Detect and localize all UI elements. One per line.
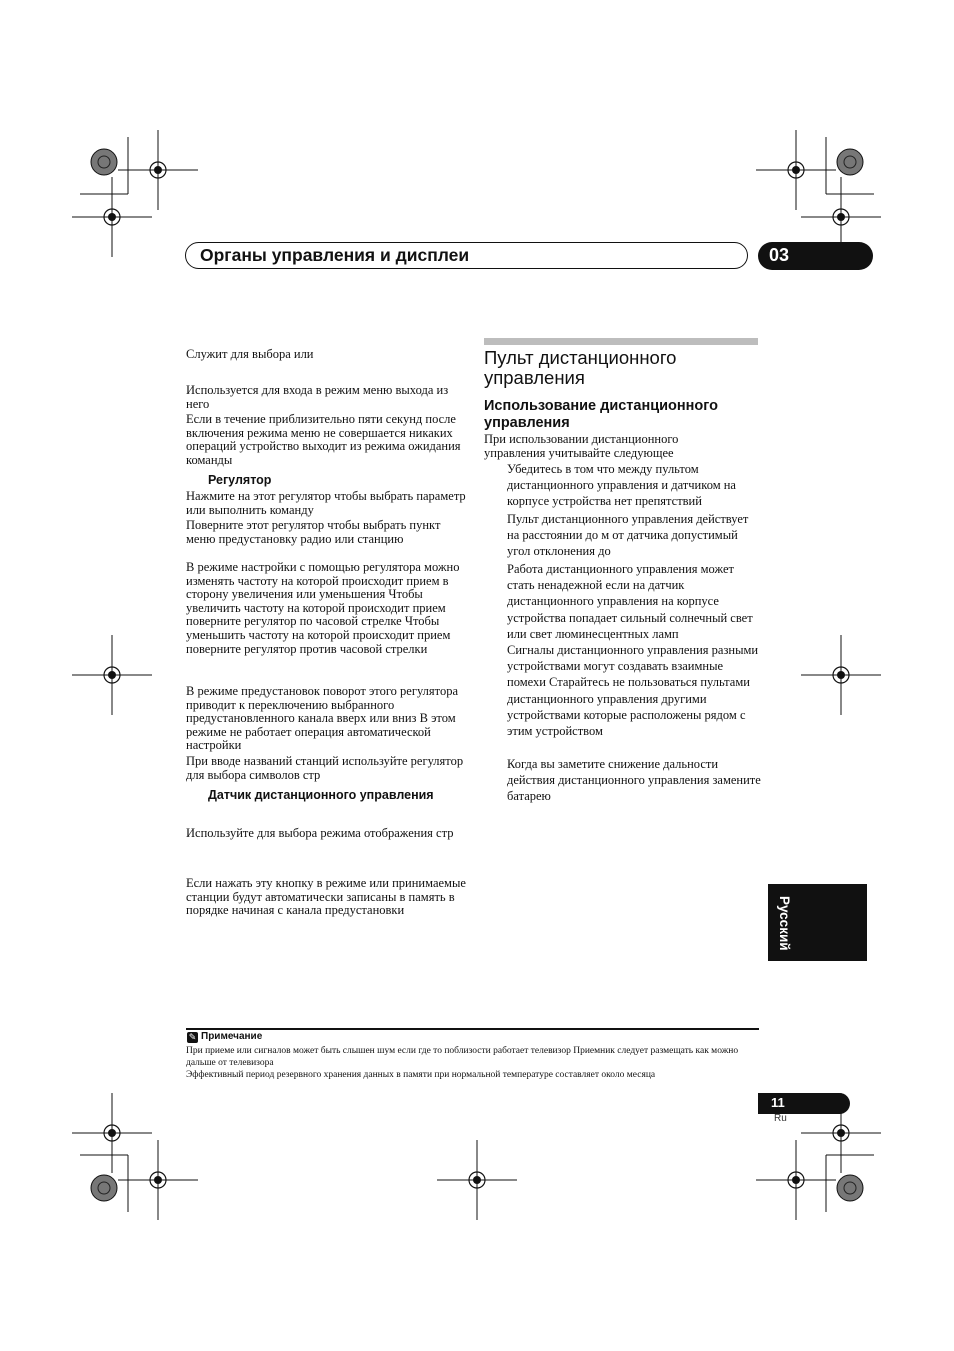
right-intro: При использовании дистанционного управления учитывайте следующее	[484, 432, 679, 460]
left-paragraph-5: Поверните этот регулятор чтобы выбрать пункт меню предустановку радио или станцию	[186, 518, 441, 546]
list-item: Работа дистанционного управления может стать ненадежной если на датчик дистанционного управления на корпусе устройства попадает сильный солнечный свет или свет люминесцентных ламп	[507, 562, 753, 641]
list-item: Пульт дистанционного управления действует на расстоянии до м от датчика допустимый угол отклонения до	[507, 512, 749, 559]
subheading-remote-sensor: Датчик дистанционного управления	[208, 788, 434, 802]
list-item: Сигналы дистанционного управления разными устройствами могут создавать взаимные помехи Старайтесь не пользоваться пультами дистанционного управления другими устройствами которые расположены рядом с этим устройством	[507, 643, 759, 739]
reg-mark-top-left	[72, 130, 198, 257]
page-title: Органы управления и дисплеи	[200, 245, 470, 265]
notes-title: Примечание	[201, 1031, 263, 1042]
left-paragraph-2: Используется для входа в режим меню выхода из него	[186, 383, 449, 411]
left-paragraph-9: Используйте для выбора режима отображения стр	[186, 826, 454, 840]
list-item: Когда вы заметите снижение дальности действия дистанционного управления замените батарею	[507, 757, 761, 804]
left-paragraph-8: При вводе названий станций используйте регулятор для выбора символов стр	[186, 754, 464, 782]
language-label: Русский	[777, 895, 792, 951]
page-number: 11	[771, 1095, 785, 1110]
section-divider	[484, 338, 758, 345]
subsection-title: Использование дистанционного управления	[484, 398, 718, 431]
section-title: Пульт дистанционного управления	[484, 347, 677, 388]
reg-mark-middle-left	[72, 635, 152, 715]
left-paragraph-3: Если в течение приблизительно пяти секунд после включения режима меню не совершается никаких операций устройство выходит из режима ожидания команды	[186, 412, 461, 467]
reg-mark-bottom-left	[72, 1093, 198, 1220]
page-language-code: Ru	[774, 1113, 787, 1124]
left-paragraph-4: Нажмите на этот регулятор чтобы выбрать параметр или выполнить команду	[186, 489, 466, 517]
reg-mark-middle-right	[801, 635, 881, 715]
note-item: При приеме или сигналов может быть слышен шум если где то поблизости работает телевизор Приемник следует размещать как можно дальше от телевизора	[186, 1046, 739, 1068]
subheading-regulator: Регулятор	[208, 473, 272, 487]
list-item: Убедитесь в том что между пультом дистанционного управления и датчиком на корпусе устройства нет препятствий	[507, 462, 736, 509]
notes-divider	[186, 1028, 759, 1030]
note-pencil-icon: ✎	[188, 1032, 197, 1042]
reg-mark-bottom-center	[437, 1140, 517, 1220]
note-item: Эффективный период резервного хранения данных в памяти при нормальной температуре составляет около месяца	[186, 1070, 656, 1080]
reg-mark-top-right	[756, 130, 881, 257]
left-paragraph-7: В режиме предустановок поворот этого регулятора приводит к переключению выбранного предустановленного канала вверх или вниз В этом режиме не работает операция автоматической настройки	[186, 684, 459, 753]
left-paragraph-10: Если нажать эту кнопку в режиме или принимаемые станции будут автоматически записаны в память в порядке начиная с канала предустановки	[186, 876, 466, 918]
left-paragraph-1: Служит для выбора или	[186, 347, 314, 361]
chapter-number: 03	[769, 245, 790, 265]
left-paragraph-6: В режиме настройки с помощью регулятора можно изменять частоту на которой происходит прием в сторону увеличения или уменьшения Чтобы увеличить частоту на которой происходит прием поверните регулятор по часовой стрелке Чтобы уменьшить частоту на которой происходит прием поверните регулятор против часовой стрелки	[186, 560, 460, 656]
